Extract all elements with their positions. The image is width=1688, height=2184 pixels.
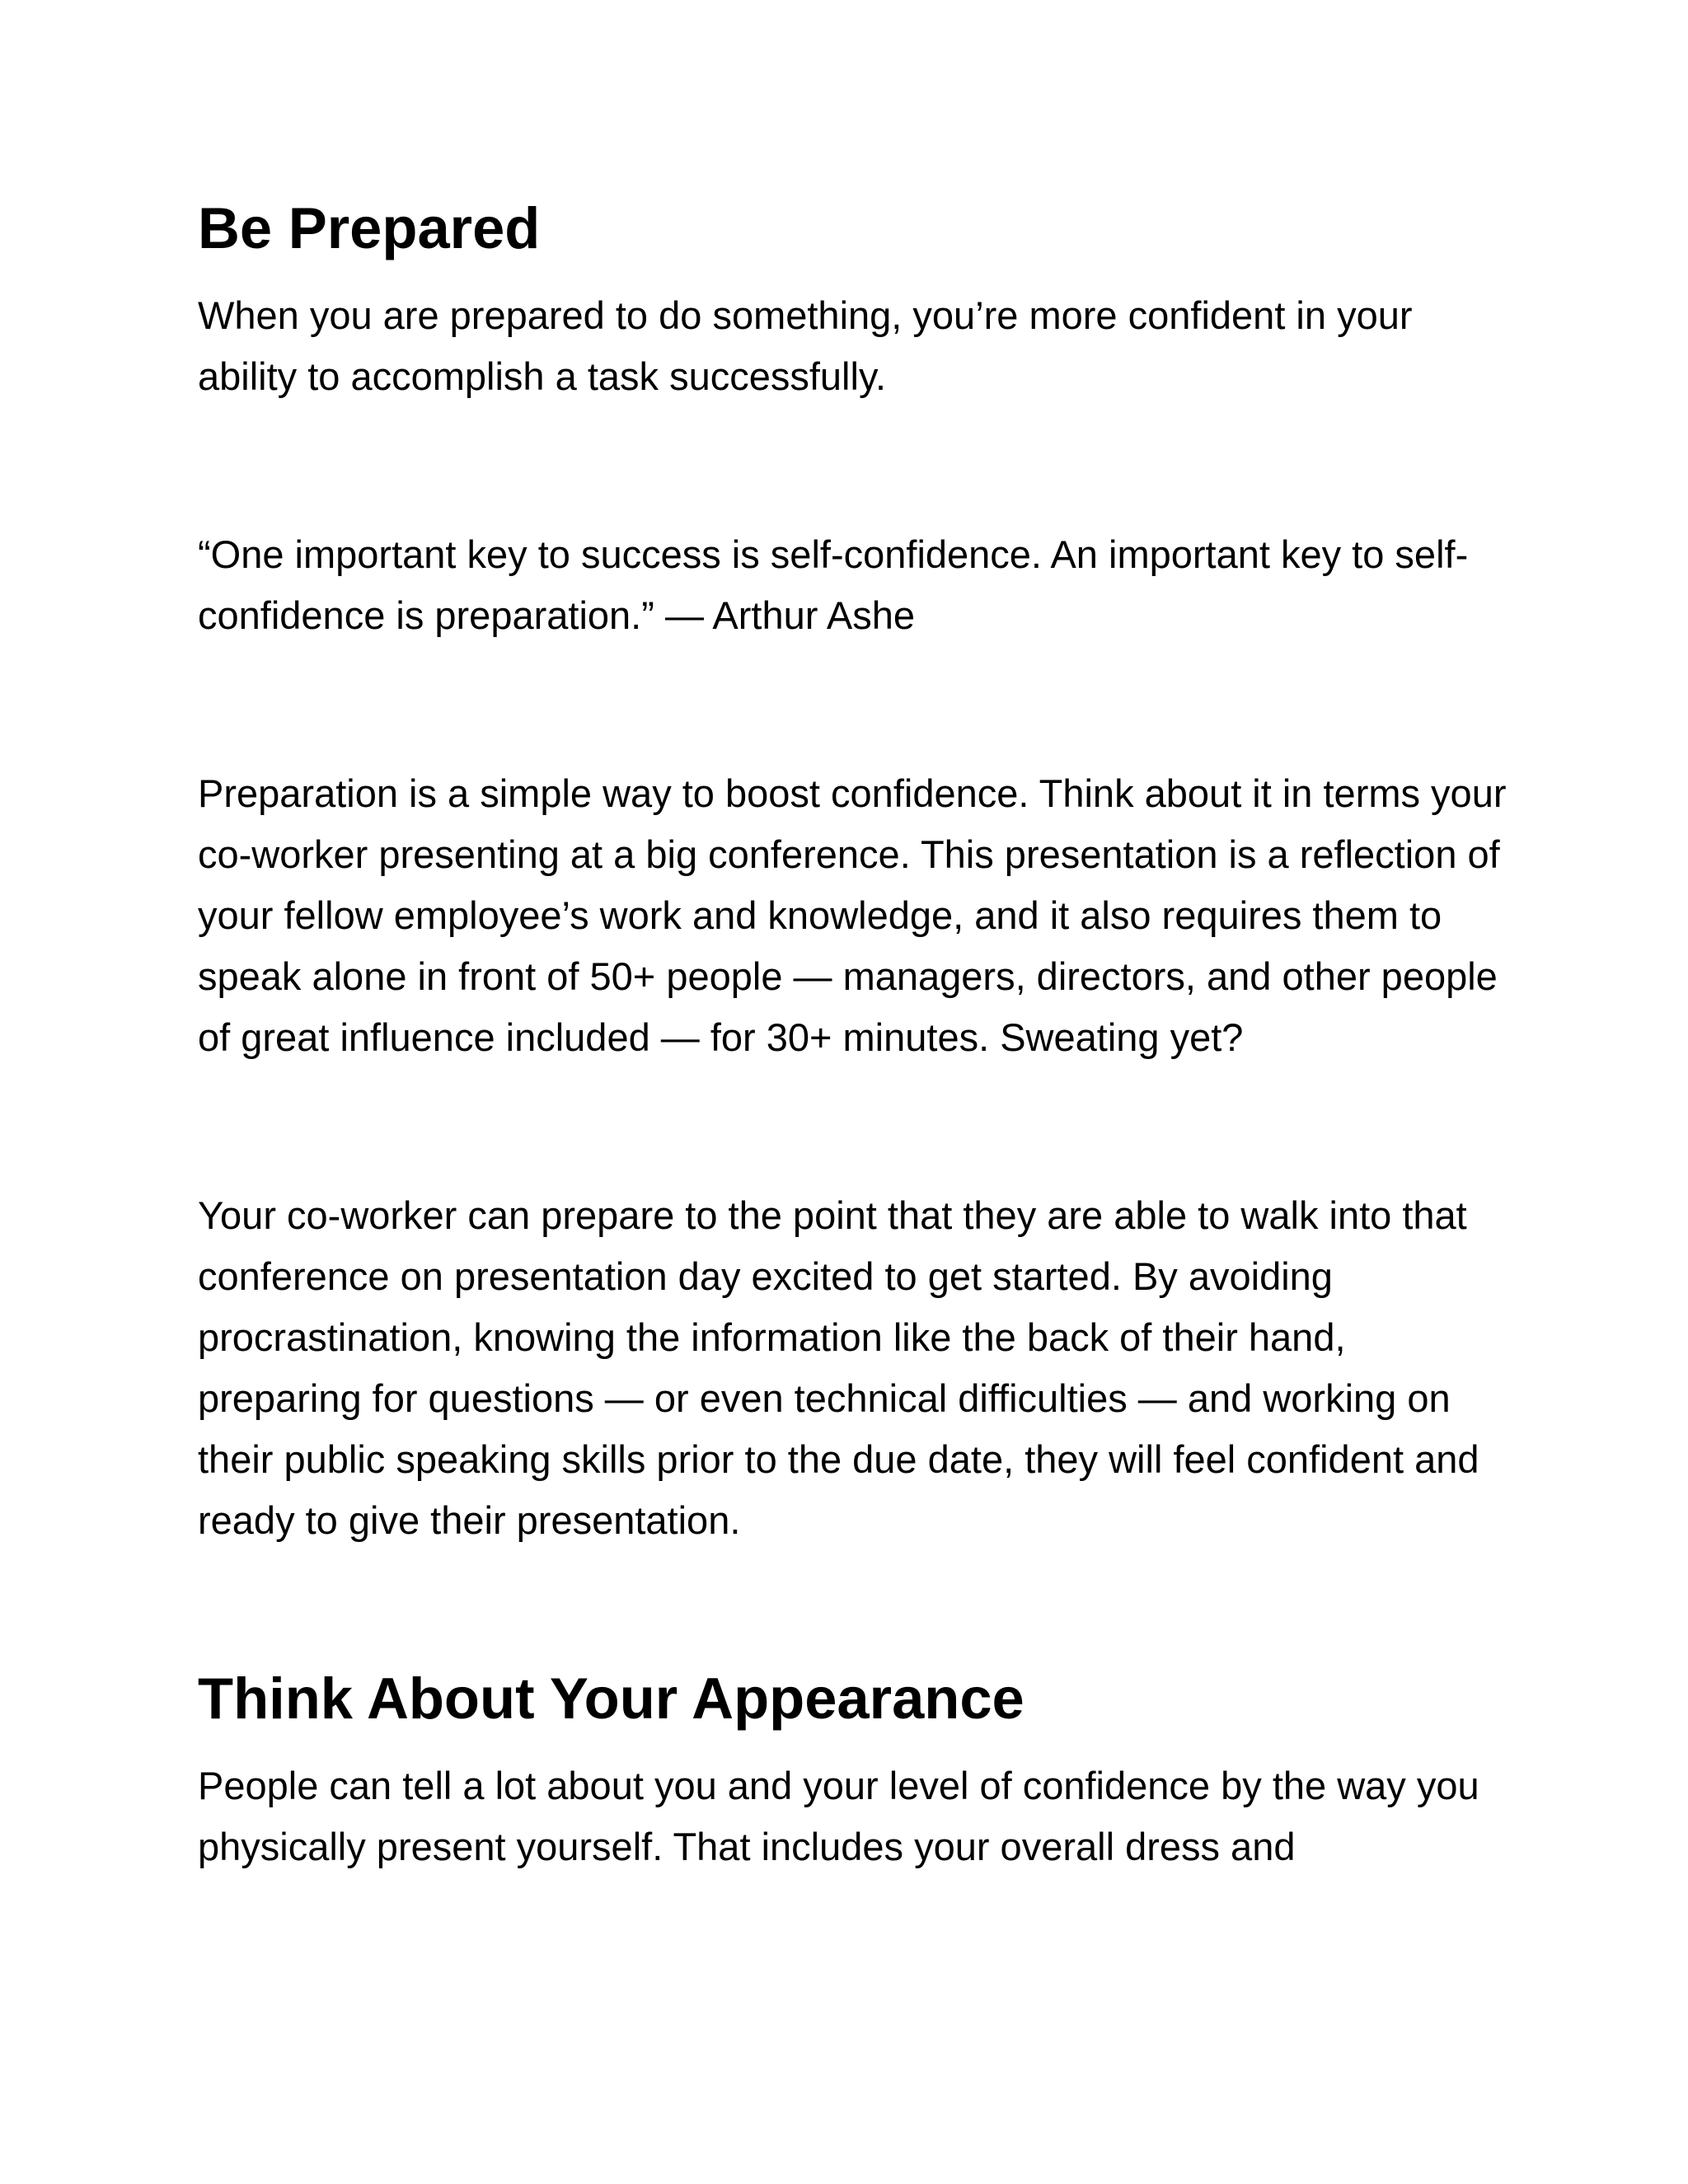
paragraph-arthur-ashe-quote: “One important key to success is self-confidence. An important key to self-confidence is preparation.” — Arthur Ashe (198, 532, 1469, 637)
section-heading-appearance: Think About Your Appearance (198, 1666, 1025, 1731)
paragraph-preparation-boosts-confidence: Preparation is a simple way to boost confidence. Think about it in terms your co-worker presenting at a big conference. This presentation is a reflection of your fellow employee’s work and knowledge, and it also requires them to speak alone in front of 50+ people — managers, directors, and other people of great influence included — for 30+ minutes. Sweating yet? (198, 771, 1507, 1059)
paragraph-coworker-prepare: Your co-worker can prepare to the point that they are able to walk into that conference on presentation day excited to get started. By avoiding procrastination, knowing the information like the back of their hand, preparing for questions — or even technical difficulties — and working on their public speaking skills prior to the due date, they will feel confident and ready to give their presentation. (198, 1193, 1479, 1542)
section-heading-be-prepared: Be Prepared (198, 195, 541, 260)
paragraph-prepared-intro: When you are prepared to do something, you’re more confident in your ability to accomplish a task successfully. (198, 293, 1413, 398)
document-body (198, 195, 1517, 1877)
paragraph-appearance-intro: People can tell a lot about you and your level of confidence by the way you physically present yourself. That includes your overall dress and (198, 1764, 1479, 1868)
